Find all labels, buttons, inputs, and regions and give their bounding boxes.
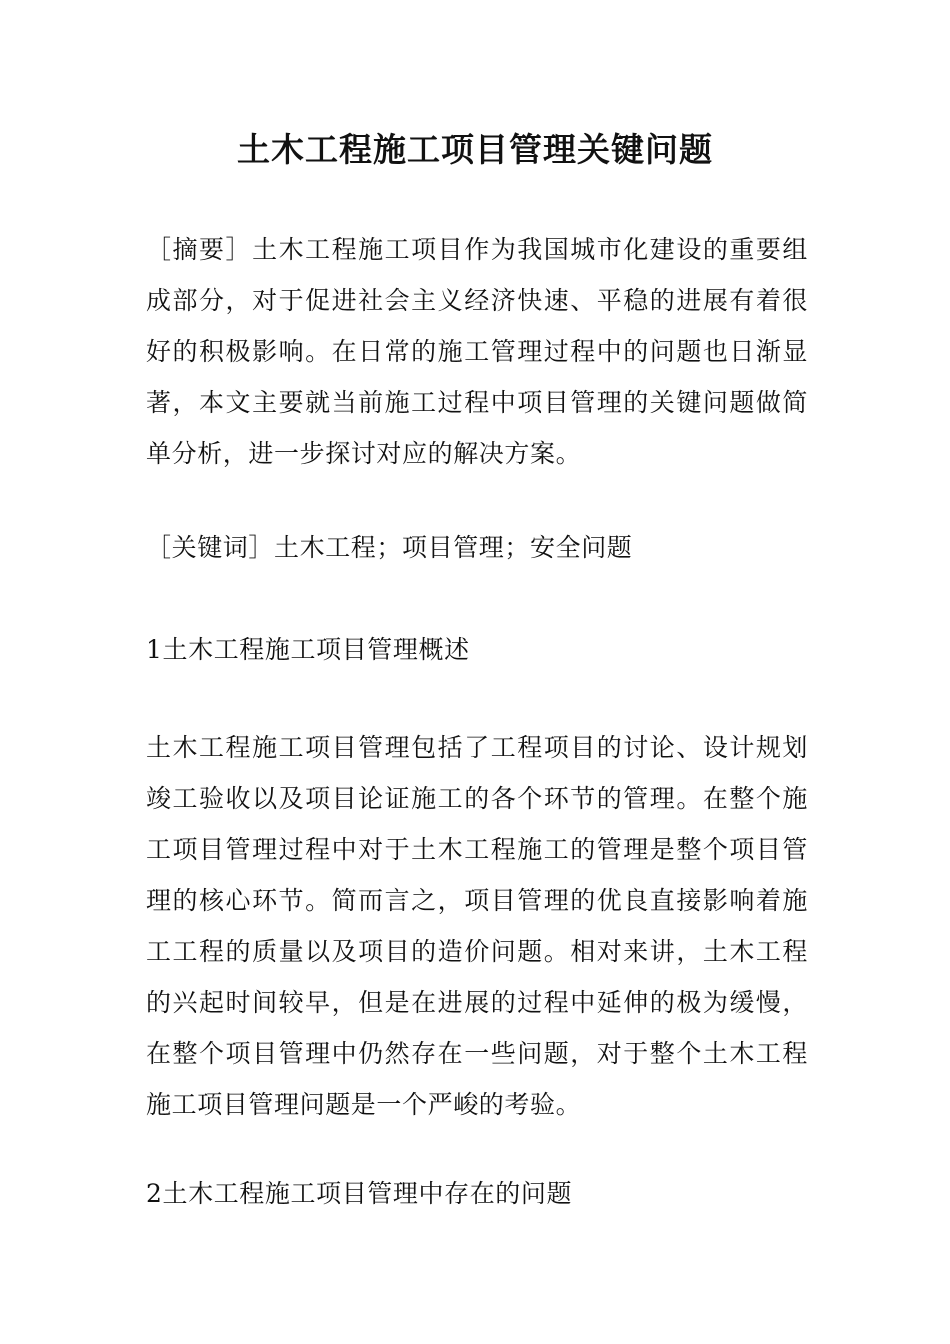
section-2-heading: 2土木工程施工项目管理中存在的问题: [146, 1179, 573, 1208]
document-title: 土木工程施工项目管理关键问题: [237, 130, 713, 169]
abstract-paragraph: ［摘要］土木工程施工项目作为我国城市化建设的重要组成部分，对于促进社会主义经济快速、平稳的进展有着很好的积极影响。在日常的施工管理过程中的问题也日渐显著，本文主要就当前施工过程中项目管理的关键问题做简单分析，进一步探讨对应的解决方案。: [146, 235, 808, 468]
section-1-heading: 1土木工程施工项目管理概述: [146, 635, 470, 664]
section-1-body: 土木工程施工项目管理包括了工程项目的讨论、设计规划竣工验收以及项目论证施工的各个环节的管理。在整个施工项目管理过程中对于土木工程施工的管理是整个项目管理的核心环节。简而言之，项目管理的优良直接影响着施工工程的质量以及项目的造价问题。相对来讲，土木工程的兴起时间较早，但是在进展的过程中延伸的极为缓慢，在整个项目管理中仍然存在一些问题，对于整个土木工程施工项目管理问题是一个严峻的考验。: [146, 733, 808, 1119]
keywords-paragraph: ［关键词］土木工程；项目管理；安全问题: [146, 533, 633, 562]
